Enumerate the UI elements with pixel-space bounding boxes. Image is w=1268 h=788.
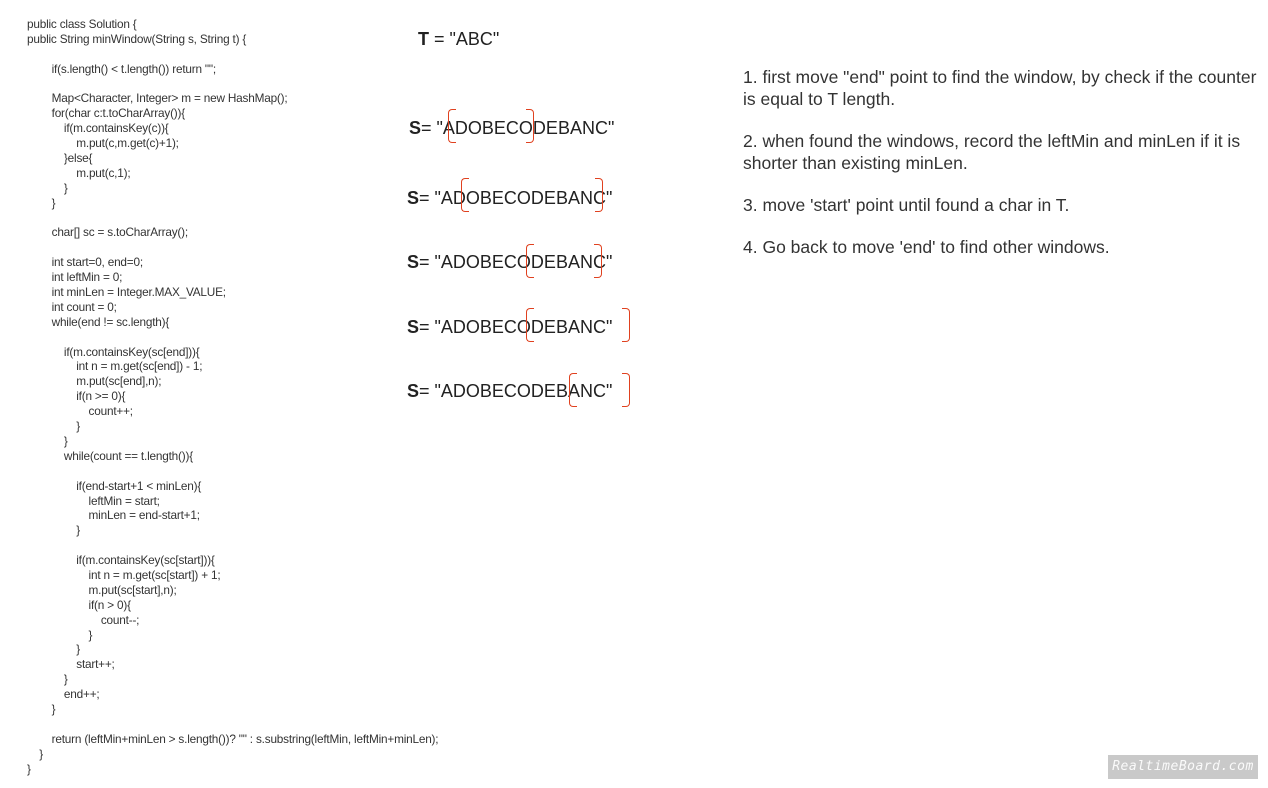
s-value: = "ADOBECODEBANC" [419,188,612,209]
code-line: int count = 0; [27,299,117,314]
s-value: = "ADOBECODEBANC" [419,252,612,273]
code-line: if(n >= 0){ [27,389,126,404]
s-string-line-2 [407,188,612,209]
code-line: } [27,419,80,434]
code-line: count++; [27,404,133,419]
s-string-line-5 [407,381,612,402]
code-line: if(n > 0){ [27,597,131,612]
s-value: = "ADOBECODEBANC" [419,381,612,402]
code-line: int leftMin = 0; [27,270,123,285]
code-line: for(char c:t.toCharArray()){ [27,106,185,121]
s-string-line-1 [409,118,614,139]
code-line: if(end-start+1 < minLen){ [27,478,202,493]
code-line: } [27,672,68,687]
code-line: while(end != sc.length){ [27,314,170,329]
code-line: int minLen = Integer.MAX_VALUE; [27,285,226,300]
watermark-logo: RealtimeBoard.com [1108,755,1258,779]
window-start-bracket [448,109,456,143]
code-line: m.put(sc[start],n); [27,582,177,597]
code-line: }else{ [27,151,93,166]
window-end-bracket [595,178,603,212]
code-line: start++; [27,657,115,672]
code-line: m.put(sc[end],n); [27,374,162,389]
code-line: int n = m.get(sc[start]) + 1; [27,567,221,582]
code-line [27,77,438,92]
window-end-bracket [622,373,630,407]
code-line: if(m.containsKey(c)){ [27,121,169,136]
code-line [27,47,438,62]
code-line: m.put(c,1); [27,165,131,180]
s-value: = "ADOBECODEBANC" [421,118,614,139]
code-line: int n = m.get(sc[end]) - 1; [27,359,203,374]
window-start-bracket [461,178,469,212]
t-variable: T [418,29,429,49]
code-line: Map<Character, Integer> m = new HashMap(); [27,91,288,106]
s-variable: S [409,118,422,138]
code-line: char[] sc = s.toCharArray(); [27,225,188,240]
code-line [27,464,438,479]
t-string-line [418,29,499,50]
code-line: if(s.length() < t.length()) return ""; [27,61,216,76]
window-end-bracket [622,308,630,342]
step-4: 4. Go back to move 'end' to find other windows. [743,237,1110,257]
code-line [27,330,438,345]
code-line: end++; [27,687,100,702]
code-line: count--; [27,612,140,627]
code-line: } [27,433,68,448]
code-line: m.put(c,m.get(c)+1); [27,136,179,151]
s-variable: S [407,252,420,272]
code-line: } [27,701,56,716]
code-line: } [27,195,56,210]
code-line: } [27,761,31,776]
code-line: if(m.containsKey(sc[end])){ [27,344,200,359]
code-line: minLen = end-start+1; [27,508,200,523]
code-line: } [27,746,44,761]
s-string-line-3 [407,252,612,273]
code-line [27,538,438,553]
t-value: = "ABC" [429,29,500,49]
step-1: 1. first move "end" point to find the window, by check if the counter is equal to T length. [743,67,1257,109]
window-end-bracket [594,244,602,278]
code-line: public class Solution { [27,17,137,31]
window-start-bracket [569,373,577,407]
s-variable: S [407,188,420,208]
algorithm-steps [743,66,1258,278]
code-block [27,17,438,776]
code-line: } [27,180,68,195]
code-line: } [27,523,80,538]
code-line: if(m.containsKey(sc[start])){ [27,553,215,568]
code-line [27,240,438,255]
s-variable: S [407,317,420,337]
code-line [27,717,438,732]
window-end-bracket [526,109,534,143]
window-start-bracket [526,244,534,278]
step-3: 3. move 'start' point until found a char in T. [743,195,1070,215]
code-line: } [27,627,93,642]
code-line: while(count == t.length()){ [27,448,193,463]
window-start-bracket [526,308,534,342]
s-string-line-4 [407,317,612,338]
s-value: = "ADOBECODEBANC" [419,317,612,338]
code-line [27,211,438,226]
code-line: } [27,642,80,657]
code-line: leftMin = start; [27,493,160,508]
code-line: public String minWindow(String s, String t) { [27,31,247,46]
s-variable: S [407,381,420,401]
code-line: int start=0, end=0; [27,255,143,270]
code-line: return (leftMin+minLen > s.length())? "" : s.substring(leftMin, leftMin+minLen); [27,731,439,746]
step-2: 2. when found the windows, record the leftMin and minLen if it is shorter than existing minLen. [743,131,1241,173]
